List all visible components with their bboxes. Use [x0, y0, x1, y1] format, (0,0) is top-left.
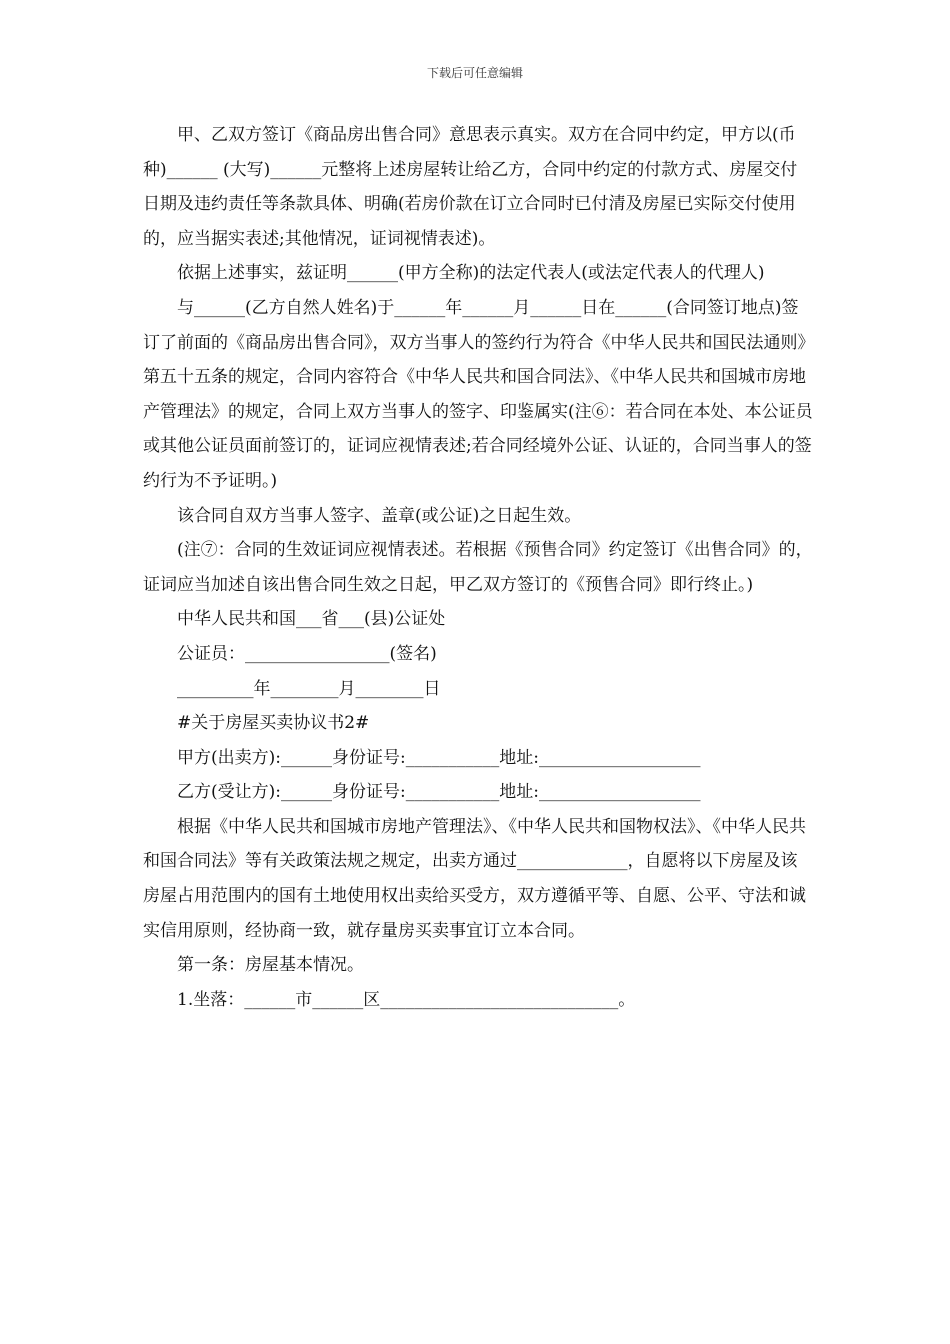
paragraph-effective: 该合同自双方当事人签字、盖章(或公证)之日起生效。: [177, 505, 582, 526]
notary-signature-line: 公证员：_________________(签名): [177, 643, 437, 664]
paragraph-certification: 依据上述事实，兹证明______(甲方全称)的法定代表人(或法定代表人的代理人): [177, 263, 765, 284]
party-b-line: 乙方(受让方):______身份证号:___________地址:___________________: [177, 782, 701, 803]
date-line: _________年________月________日: [177, 678, 441, 699]
paragraph-legal-basis: 根据《中华人民共和国城市房地产管理法》、《中华人民共和国物权法》、《中华人民共和国合同法》等有关政策法规之规定，出卖方通过_____________，自愿将以下房屋及该房屋占用范围内的国有土地使用权出卖给买受方，双方遵循平等、自愿、公平、守法和诚实信用原则，经协商一致，就存量房买卖事宜订立本合同。: [143, 816, 806, 941]
section-title: #关于房屋买卖协议书2#: [177, 713, 370, 734]
document-body: [143, 118, 813, 1017]
paragraph-note-7: (注⑦：合同的生效证词应视情表述。若根据《预售合同》约定签订《出售合同》的，证词应当加述自该出售合同生效之日起，甲乙双方签订的《预售合同》即行终止。): [143, 540, 813, 595]
notary-office-line: 中华人民共和国___省___(县)公证处: [177, 609, 446, 630]
page-header: 下载后可任意编辑: [426, 66, 523, 80]
location-line: 1.坐落：______市______区____________________________。: [177, 989, 636, 1010]
paragraph-contract-terms: 甲、乙双方签订《商品房出售合同》意思表示真实。双方在合同中约定，甲方以(币种)______ (大写)______元整将上述房屋转让给乙方，合同中约定的付款方式、房屋交付日期及违约责任等条款具体、明确(若房价款在订立合同时已付清及房屋已实际交付使用的，应当据实表述;其他情况，证词视情表述)。: [143, 125, 798, 249]
party-a-line: 甲方(出卖方):______身份证号:___________地址:___________________: [177, 747, 701, 768]
paragraph-signing-details: 与______(乙方自然人姓名)于______年______月______日在______(合同签订地点)签订了前面的《商品房出售合同》，双方当事人的签约行为符合《中华人民共和国民法通则》第五十五条的规定，合同内容符合《中华人民共和国合同法》、《中华人民共和国城市房地产管理法》的规定，合同上双方当事人的签字、印鉴属实(注⑥：若合同在本处、本公证员或其他公证员面前签订的，证词应视情表述;若合同经境外公证、认证的，合同当事人的签约行为不予证明。): [143, 297, 813, 491]
article-one-heading: 第一条：房屋基本情况。: [177, 955, 364, 976]
